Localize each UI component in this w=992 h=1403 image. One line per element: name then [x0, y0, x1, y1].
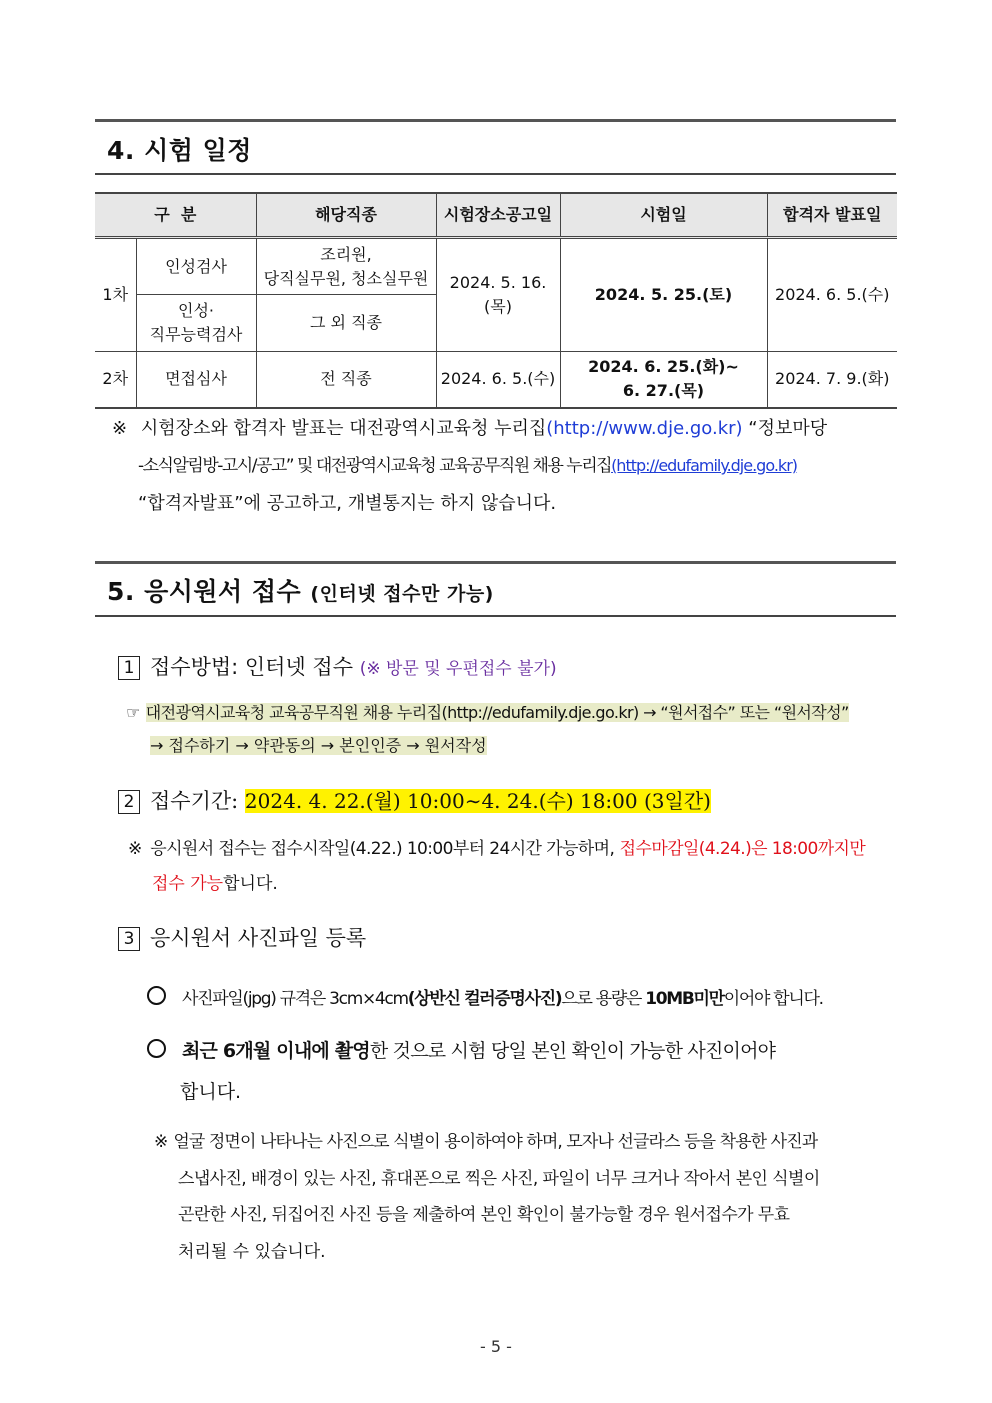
job-line: 당직실무원, 청소실무원: [263, 268, 429, 288]
bullet-text: 10MB미만: [645, 989, 724, 1009]
photo-bullet: [147, 1036, 775, 1063]
note-text: “정보마당: [748, 418, 828, 439]
section-4-top-rule: [95, 119, 896, 122]
note-text: -소식알림방-고시/공고” 및 대전광역시교육청 교육공무직원 채용 누리집: [138, 456, 612, 476]
notice-date-cell: 2024. 5. 16.(목): [436, 238, 560, 352]
section-5-top-rule: [95, 561, 896, 564]
item-1-heading: [118, 651, 557, 681]
item-label: 접수방법: 인터넷 접수: [150, 655, 353, 679]
job-cell: 전 직종: [256, 352, 436, 408]
edufamily-link[interactable]: (http://edufamily.dje.go.kr): [611, 456, 798, 475]
pointing-hand-icon: ☞: [126, 703, 140, 722]
job-cell: 그 외 직종: [256, 295, 436, 352]
job-line: 조리원,: [320, 244, 372, 264]
note-text: 얼굴 정면이 나타나는 사진으로 식별이 용이하여야 하며, 모자나 선글라스 등을 착용한 사진과: [173, 1132, 818, 1152]
col-header-result-date: 합격자 발표일: [767, 193, 897, 238]
bullet-text: (상반신 컬러증명사진): [407, 989, 562, 1009]
type-line: 인성·: [178, 301, 214, 320]
section-5-title-main: 5. 응시원서 접수: [107, 577, 302, 606]
exam-date-cell: 2024. 5. 25.(토): [560, 238, 767, 352]
table-row: [95, 238, 897, 295]
section-5-title: [107, 572, 494, 608]
type-line: 직무능력검사: [149, 325, 243, 344]
round-2-cell: 2차: [95, 352, 136, 408]
item-label: 응시원서 사진파일 등록: [150, 926, 367, 950]
schedule-note: [112, 410, 897, 522]
note-mark: ※: [128, 839, 143, 859]
section-5-bottom-rule: [95, 615, 896, 617]
type-cell: [136, 295, 256, 352]
photo-note-line: 곤란한 사진, 뒤집어진 사진 등을 제출하여 본인 확인이 불가능할 경우 원서접수가 무효: [178, 1205, 790, 1225]
section-4-bottom-rule: [95, 173, 896, 175]
note-line: [112, 485, 897, 522]
job-cell: [256, 238, 436, 295]
note-mark: ※: [112, 418, 128, 439]
note-line: [112, 410, 897, 447]
bullet-text: 한 것으로 시험 당일 본인 확인이 가능한 사진이어야: [369, 1040, 776, 1062]
deadline-text: 접수마감일(4.24.)은 18:00까지만: [619, 839, 866, 859]
note-text: 시험장소와 합격자 발표는 대전광역시교육청 누리집: [140, 418, 547, 439]
exam-date-line: 2024. 6. 25.(화)~: [588, 357, 739, 377]
photo-bullet: [147, 984, 823, 1009]
photo-note-line: 처리될 수 있습니다.: [178, 1242, 326, 1262]
bullet-text: 사진파일(jpg) 규격은 3cm×4cm: [182, 989, 408, 1009]
path-text: → 접수하기 → 약관동의 → 본인인증 → 원서작성: [150, 736, 487, 755]
circle-bullet-icon: [147, 1039, 166, 1058]
result-date-cell: 2024. 6. 5.(수): [767, 238, 897, 352]
item-number-box: 2: [118, 790, 140, 814]
note-text: 응시원서 접수는 접수시작일(4.22.) 10:00부터 24시간 가능하며,: [150, 839, 615, 859]
round-1-cell: 1차: [95, 238, 136, 352]
note-text: 합니다.: [223, 874, 278, 894]
section-5-title-sub: (인터넷 접수만 가능): [310, 583, 494, 605]
note-text: “합격자발표”에 공고하고, 개별통지는 하지 않습니다.: [138, 493, 557, 514]
section-4-title: 4. 시험 일정: [107, 136, 252, 165]
page-number: - 5 -: [480, 1337, 512, 1356]
item-2-heading: [118, 785, 711, 815]
application-period: 2024. 4. 22.(월) 10:00∼4. 24.(수) 18:00 (3일간): [244, 789, 711, 813]
application-path: [126, 700, 849, 723]
exam-date-line: 6. 27.(목): [622, 381, 705, 401]
item-label: 접수기간:: [150, 789, 239, 813]
deadline-text: 접수 가능: [152, 874, 224, 894]
path-text: 대전광역시교육청 교육공무직원 채용 누리집(http://edufamily.dje.go.kr) → “원서접수” 또는 “원서작성”: [145, 703, 849, 722]
bullet-text: 최근 6개월 이내에 촬영: [182, 1040, 370, 1062]
application-path: [150, 733, 487, 756]
photo-bullet-cont: 합니다.: [180, 1081, 242, 1103]
photo-note-line: 스냅사진, 배경이 있는 사진, 휴대폰으로 찍은 사진, 파일이 너무 크거나 작아서 본인 식별이: [178, 1169, 820, 1189]
notice-date-cell: 2024. 6. 5.(수): [436, 352, 560, 408]
table-row: [95, 352, 897, 408]
note-line: [112, 447, 897, 485]
item-number-box: 3: [118, 927, 140, 951]
table-header-row: [95, 193, 897, 238]
item-note: (※ 방문 및 우편접수 불가): [359, 659, 557, 679]
exam-date-cell: [560, 352, 767, 408]
col-header-exam-date: 시험일: [560, 193, 767, 238]
exam-schedule-table: [95, 192, 897, 409]
result-date-cell: 2024. 7. 9.(화): [767, 352, 897, 408]
col-header-notice-date: 시험장소공고일: [436, 193, 560, 238]
item-3-heading: [118, 922, 366, 952]
circle-bullet-icon: [147, 986, 166, 1005]
col-header-category: 구 분: [95, 193, 256, 238]
item-number-box: 1: [118, 656, 140, 680]
item-2-note: [128, 834, 865, 859]
bullet-text: 으로 용량은: [561, 989, 642, 1009]
col-header-job: 해당직종: [256, 193, 436, 238]
item-2-note: [152, 869, 278, 894]
bullet-text: 이어야 합니다.: [723, 989, 823, 1009]
photo-note: [154, 1127, 817, 1152]
type-cell: 인성검사: [136, 238, 256, 295]
note-mark: ※: [154, 1132, 168, 1152]
type-cell: 면접심사: [136, 352, 256, 408]
dje-homepage-link[interactable]: (http://www.dje.go.kr): [546, 418, 743, 439]
